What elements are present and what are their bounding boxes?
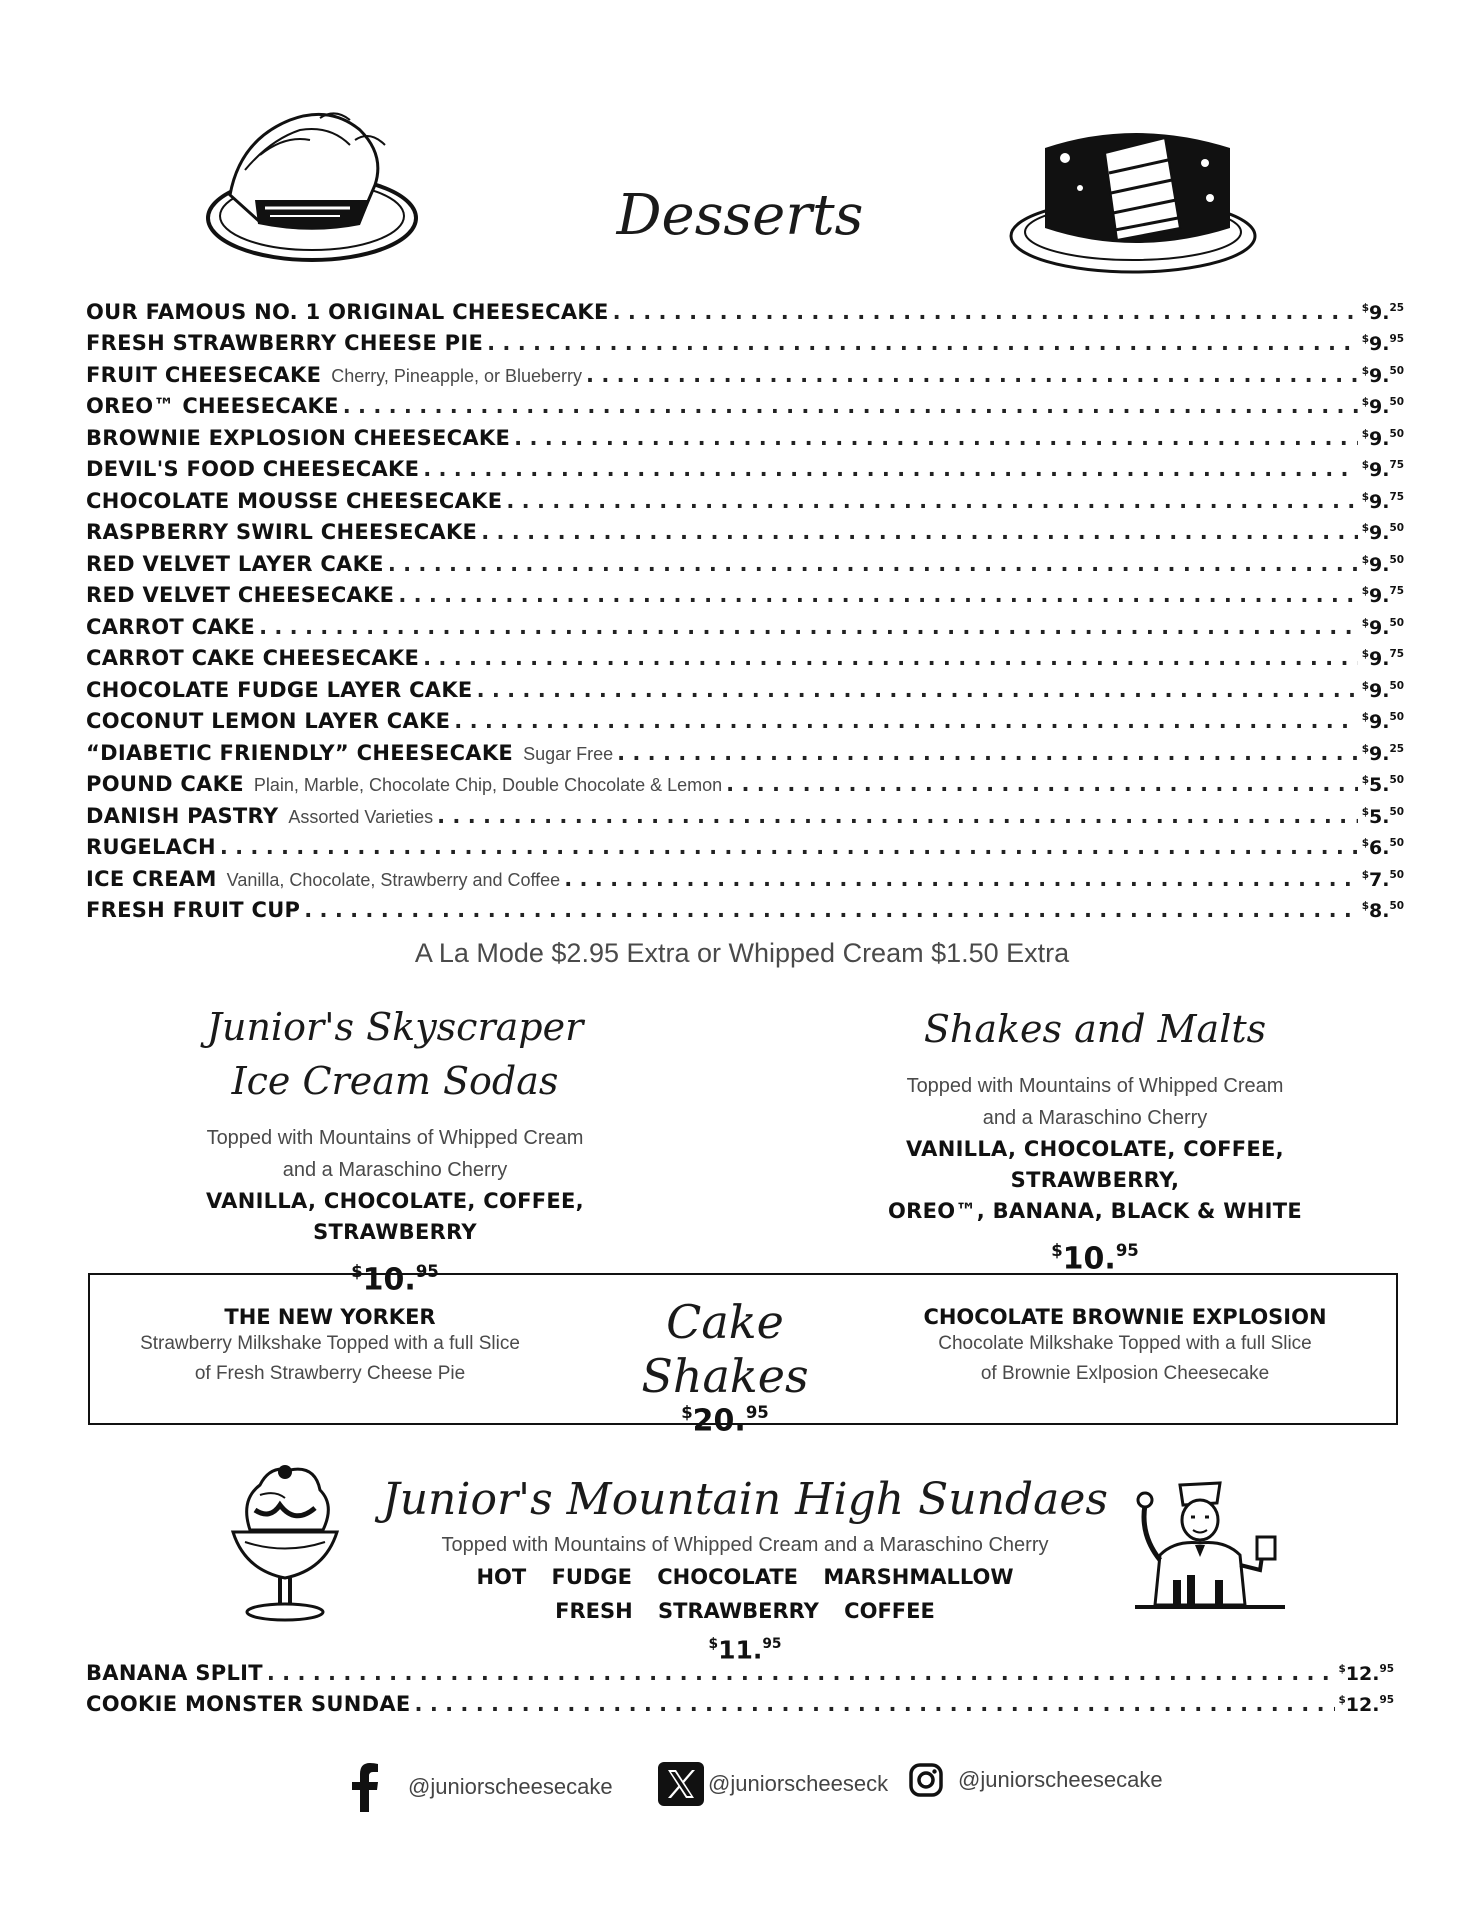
price-main: 9. [1369,333,1390,355]
menu-item-price [1362,585,1404,607]
facebook-icon [350,1762,380,1812]
menu-item-price [1362,522,1404,544]
new-yorker-desc-line2: of Fresh Strawberry Cheese Pie [194,1363,466,1384]
price-cents: 75 [1389,648,1404,661]
menu-item-price [1339,1694,1394,1716]
menu-item-name: BROWNIE EXPLOSION CHEESECAKE [86,425,511,450]
menu-item-price [1339,1663,1394,1685]
currency-sign: $ [681,1403,693,1422]
menu-item-row [86,576,1404,608]
price-main: 11. [718,1635,763,1665]
price-cents: 50 [1389,837,1404,850]
currency-sign: $ [1361,427,1370,440]
price-cents: 95 [745,1403,769,1422]
price-cents: 75 [1389,490,1404,503]
currency-sign: $ [1361,490,1370,503]
brownie-explosion-name: CHOCOLATE BROWNIE EXPLOSION [923,1305,1327,1329]
layer-cake-illustration [1005,118,1265,278]
price-main: 9. [1369,459,1390,481]
menu-item-price [1362,491,1404,513]
price-main: 12. [1345,1662,1380,1685]
dot-leader [343,394,1358,418]
shakes-sub-line1: Topped with Mountains of Whipped Cream [906,1075,1284,1097]
menu-item-row [86,355,1404,387]
menu-item-name: “DIABETIC FRIENDLY” CHEESECAKE [86,740,514,765]
currency-sign: $ [1361,805,1370,818]
menu-item-price [1362,806,1404,828]
menu-item-name: OREO™ CHEESECAKE [86,394,339,418]
social-facebook[interactable] [350,1762,613,1812]
dot-leader [487,331,1358,355]
currency-sign: $ [1361,364,1370,377]
price-cents: 50 [1389,522,1404,535]
price-cents: 50 [1389,616,1404,629]
price-main: 20. [692,1403,746,1439]
menu-item-name: ICE CREAM [86,866,217,891]
price-main: 12. [1345,1694,1380,1716]
x-icon [658,1762,704,1806]
menu-item-price [1362,711,1404,733]
menu-item-description: Plain, Marble, Chocolate Chip, Double Chocolate & Lemon [253,775,723,795]
currency-sign: $ [1338,1694,1346,1707]
social-x[interactable] [658,1762,888,1806]
dot-leader [481,520,1358,544]
price-main: 9. [1369,490,1390,513]
menu-item-row [86,639,1404,671]
menu-item-row [86,513,1404,545]
new-yorker-name: THE NEW YORKER [224,1305,436,1329]
price-cents: 75 [1389,585,1404,598]
currency-sign: $ [1361,679,1370,692]
menu-item-name: RED VELVET LAYER CAKE [86,551,384,576]
currency-sign: $ [351,1262,363,1281]
price-main: 9. [1369,301,1390,324]
menu-item-row [86,418,1404,450]
price-main: 9. [1369,427,1390,450]
facebook-handle: @juniorscheesecake [408,1774,613,1799]
x-handle: @juniorscheeseck [708,1771,889,1796]
dot-leader [259,615,1358,639]
menu-item-row [86,387,1404,419]
new-yorker-shake [130,1305,530,1389]
menu-item-name: POUND CAKE [86,772,244,796]
price-main: 10. [362,1262,416,1298]
pie-slice-illustration [200,100,420,270]
menu-item-name: CARROT CAKE [86,614,256,639]
currency-sign: $ [708,1636,719,1652]
price-main: 9. [1369,522,1390,544]
sundaes-section [380,1470,1110,1666]
dot-leader [437,804,1358,828]
menu-item-description: Vanilla, Chocolate, Strawberry and Coffee [226,869,561,890]
cake-shakes-center [590,1295,860,1438]
price-cents: 95 [415,1262,439,1281]
price-main: 5. [1369,774,1390,796]
currency-sign: $ [1361,711,1370,724]
shakes-flavors-line2: OREO™, BANANA, BLACK & WHITE [888,1199,1302,1223]
price-cents: 50 [1389,774,1404,787]
dot-leader [506,489,1357,513]
sundaes-sub: Topped with Mountains of Whipped Cream and a Maraschino Cherry [441,1534,1049,1556]
price-cents: 50 [1389,427,1404,440]
menu-item-row [86,607,1404,639]
price-cents: 25 [1389,301,1404,314]
menu-item-price [1362,365,1404,387]
price-cents: 95 [1115,1241,1139,1260]
currency-sign: $ [1338,1662,1346,1675]
menu-item-row [86,765,1404,797]
sodas-sub-line2: and a Maraschino Cherry [282,1159,508,1181]
menu-item-row [86,1685,1394,1717]
menu-item-price [1362,774,1404,796]
dot-leader [514,426,1358,450]
menu-item-name: FRESH FRUIT CUP [86,898,301,922]
menu-item-description: Cherry, Pineapple, or Blueberry [331,365,583,386]
price-main: 10. [1062,1241,1116,1277]
menu-item-price [1362,554,1404,576]
sodas-title-line1: Junior's Skyscraper [206,1005,584,1049]
dot-leader [267,1661,1335,1685]
menu-item-price [1362,333,1404,355]
price-main: 9. [1369,553,1390,576]
new-yorker-desc-line1: Strawberry Milkshake Topped with a full Slice [140,1333,520,1354]
price-main: 9. [1369,585,1390,607]
currency-sign: $ [1361,616,1370,629]
menu-item-price [1362,459,1404,481]
currency-sign: $ [1361,742,1370,755]
price-main: 5. [1369,805,1390,828]
cake-shakes-title: Cake Shakes [641,1295,809,1403]
menu-item-row [86,702,1404,734]
dot-leader [415,1692,1335,1716]
sundae-glass-illustration [225,1460,345,1625]
price-cents: 50 [1389,900,1404,913]
menu-item-name: CHOCOLATE FUDGE LAYER CAKE [86,677,473,702]
menu-item-name: FRUIT CHEESECAKE [86,362,322,387]
menu-item-price [1362,869,1404,891]
menu-item-description: Sugar Free [523,743,614,764]
menu-item-row [86,828,1404,860]
price-cents: 50 [1389,396,1404,409]
ice-cream-sodas-section [130,1000,660,1302]
currency-sign: $ [1361,585,1370,598]
currency-sign: $ [1361,837,1370,850]
dessert-menu-list [86,292,1404,922]
price-main: 9. [1369,711,1390,733]
menu-item-price [1362,396,1404,418]
menu-item-name: OUR FAMOUS NO. 1 ORIGINAL CHEESECAKE [86,299,609,324]
menu-item-price [1362,680,1404,702]
price-main: 9. [1369,616,1390,639]
menu-item-row [86,450,1404,482]
brownie-explosion-desc-line1: Chocolate Milkshake Topped with a full Slice [938,1333,1312,1354]
currency-sign: $ [1361,333,1370,346]
dot-leader [304,898,1358,922]
menu-item-row [86,670,1404,702]
price-cents: 95 [1379,1662,1394,1675]
menu-item-name: RASPBERRY SWIRL CHEESECAKE [86,520,478,544]
menu-item-row [86,733,1404,765]
price-main: 9. [1369,679,1390,702]
dot-leader [423,646,1358,670]
shakes-flavors-line1: VANILLA, CHOCOLATE, COFFEE, STRAWBERRY, [906,1137,1284,1192]
dot-leader [586,363,1358,387]
currency-sign: $ [1361,900,1370,913]
menu-item-name: DANISH PASTRY [86,803,279,828]
menu-item-row [86,796,1404,828]
price-main: 6. [1369,837,1390,859]
dot-leader [617,741,1358,765]
menu-item-row [86,481,1404,513]
shakes-title: Shakes and Malts [923,1007,1267,1051]
menu-item-row [86,891,1404,923]
dot-leader [564,867,1358,891]
menu-item-name: FRESH STRAWBERRY CHEESE PIE [86,331,484,355]
menu-item-price [1362,648,1404,670]
price-main: 8. [1369,900,1390,922]
menu-item-price [1362,837,1404,859]
instagram-handle: @juniorscheesecake [958,1767,1163,1792]
menu-item-name: CHOCOLATE MOUSSE CHEESECAKE [86,488,503,513]
currency-sign: $ [1051,1241,1063,1260]
dot-leader [613,300,1358,324]
menu-item-price [1362,900,1404,922]
sundaes-flavors-line2: FRESH STRAWBERRY COFFEE [555,1599,935,1623]
dot-leader [454,709,1357,733]
currency-sign: $ [1361,648,1370,661]
sundae-items-list [86,1653,1394,1716]
currency-sign: $ [1361,522,1370,535]
price-cents: 50 [1389,805,1404,818]
price-cents: 50 [1389,364,1404,377]
price-main: 9. [1369,364,1390,387]
menu-item-row [86,859,1404,891]
price-cents: 50 [1389,553,1404,566]
menu-item-row [86,292,1404,324]
sodas-sub-line1: Topped with Mountains of Whipped Cream [206,1127,584,1149]
menu-item-price [1362,302,1404,324]
menu-item-description: Assorted Varieties [288,806,434,827]
price-main: 9. [1369,742,1390,765]
price-cents: 25 [1389,742,1404,755]
sodas-flavors: VANILLA, CHOCOLATE, COFFEE, STRAWBERRY [206,1189,584,1244]
cake-shakes-price [590,1403,860,1438]
price-main: 7. [1369,868,1390,891]
price-main: 9. [1369,648,1390,670]
price-main: 9. [1369,396,1390,418]
page-title: Desserts [616,182,864,248]
dot-leader [388,552,1358,576]
currency-sign: $ [1361,396,1370,409]
currency-sign: $ [1361,459,1370,472]
dot-leader [398,583,1357,607]
shakes-and-malts-section [820,1002,1370,1281]
menu-item-name: RED VELVET CHEESECAKE [86,583,395,607]
price-cents: 95 [762,1636,782,1652]
sundaes-title: Junior's Mountain High Sundaes [382,1474,1108,1525]
currency-sign: $ [1361,868,1370,881]
currency-sign: $ [1361,774,1370,787]
price-cents: 50 [1389,679,1404,692]
brownie-explosion-desc-line2: of Brownie Exlposion Cheesecake [980,1363,1270,1384]
instagram-icon [908,1762,944,1798]
cake-shakes-box [88,1273,1398,1439]
currency-sign: $ [1361,301,1370,314]
price-cents: 50 [1389,711,1404,724]
soda-jerk-illustration [1125,1475,1295,1615]
menu-item-name: RUGELACH [86,835,216,859]
menu-item-price [1362,617,1404,639]
price-cents: 75 [1389,459,1404,472]
brownie-explosion-shake [900,1305,1350,1389]
dot-leader [220,835,1358,859]
menu-item-name: DEVIL'S FOOD CHEESECAKE [86,457,420,481]
menu-item-name: BANANA SPLIT [86,1660,263,1685]
menu-item-row [86,1653,1394,1685]
sodas-title-line2: Ice Cream Sodas [231,1059,559,1103]
menu-item-name: COOKIE MONSTER SUNDAE [86,1692,411,1716]
dot-leader [477,678,1358,702]
price-cents: 95 [1379,1694,1394,1707]
menu-item-price [1362,743,1404,765]
dot-leader [423,457,1358,481]
price-cents: 95 [1389,333,1404,346]
menu-item-name: COCONUT LEMON LAYER CAKE [86,709,451,733]
a-la-mode-note: A La Mode $2.95 Extra or Whipped Cream $1.50 Extra [414,938,1070,968]
sundaes-flavors-line1: HOT FUDGE CHOCOLATE MARSHMALLOW [476,1565,1014,1589]
shakes-sub-line2: and a Maraschino Cherry [982,1107,1208,1129]
menu-item-row [86,324,1404,356]
social-instagram[interactable] [908,1762,1163,1798]
dot-leader [726,772,1358,796]
menu-item-name: CARROT CAKE CHEESECAKE [86,646,420,670]
menu-item-price [1362,428,1404,450]
menu-item-row [86,544,1404,576]
currency-sign: $ [1361,553,1370,566]
price-cents: 50 [1389,868,1404,881]
